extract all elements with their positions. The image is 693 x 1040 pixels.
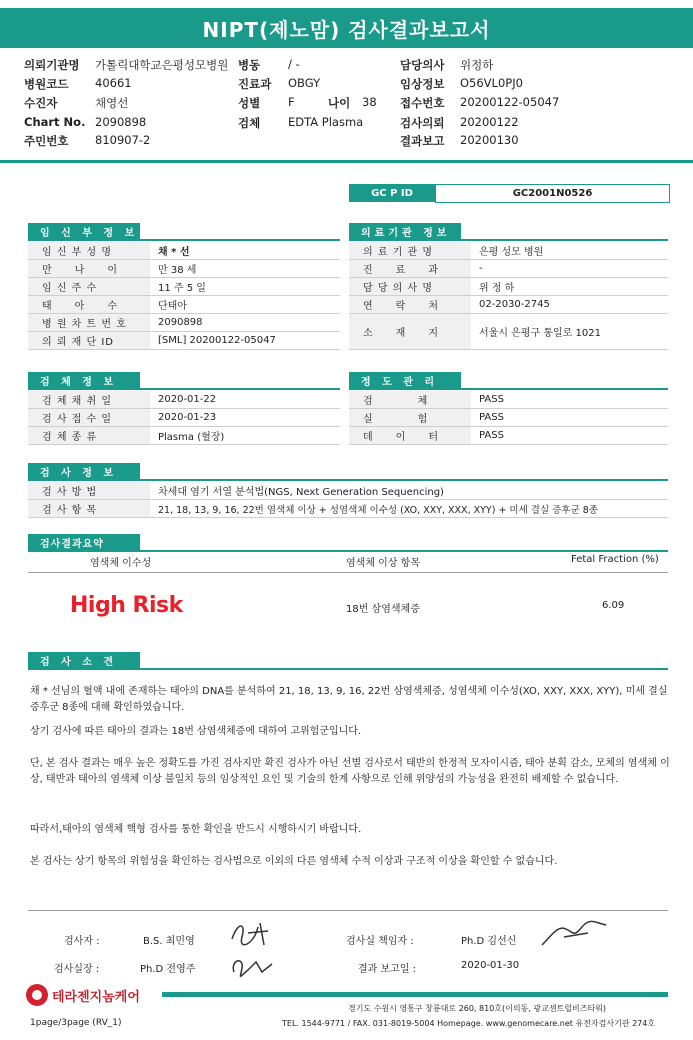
row-key: 검 사 항 목 [28,500,150,518]
test-table [28,482,668,518]
table-row [28,391,340,409]
signature-divider [28,910,668,911]
row-value: 2020-01-23 [150,409,340,427]
hdr-value: 38 [362,95,377,109]
row-value: PASS [471,427,668,445]
hdr-label: 검체 [238,116,261,130]
hdr-label: 검사의뢰 [400,116,445,130]
gcpid-label: GC P ID [349,184,435,202]
table-row [349,260,668,278]
table-row [28,427,340,445]
hdr-label: 진료과 [238,77,272,91]
row-value: [SML] 20200122-05047 [150,332,340,350]
hdr-label: 접수번호 [400,96,445,110]
report-date: 2020-01-30 [461,960,520,971]
hdr-value: 2090898 [95,115,147,129]
tester-name: B.S. 최민영 [143,936,195,947]
hdr-value: / - [288,57,300,71]
row-value: - [471,260,668,278]
table-row [349,391,668,409]
tester-signature [228,915,274,951]
hdr-label: 수진자 [24,96,58,110]
hdr-value: 40661 [95,76,132,90]
director-name: Ph.D 전영주 [140,964,196,975]
row-key: 담 당 의 사 명 [349,278,471,296]
row-key: 임 신 부 성 명 [28,242,150,260]
table-row [349,278,668,296]
logo-text: 테라젠지놈케어 [52,989,140,1005]
institution-table [349,242,668,350]
qc-section-title: 정 도 관 리 [349,372,461,389]
row-value: 서울시 은평구 통일로 1021 [471,314,668,350]
hdr-value: 20200122-05047 [460,95,560,109]
hdr-label: 병동 [238,58,261,72]
footer-bar [162,992,668,997]
row-value: 단태아 [150,296,340,314]
finding-paragraph-2: 상기 검사에 따른 태아의 결과는 18번 삼염색체증에 대하여 고위험군입니다. [30,726,362,737]
summary-col-aneuploidy: 염색체 이수성 [90,558,152,569]
table-row [349,296,668,314]
row-key: 진 료 과 [349,260,471,278]
table-row [349,427,668,445]
summary-section-title: 검사결과요약 [28,534,140,551]
fetal-fraction-value: 6.09 [602,600,625,611]
row-key: 병 원 차 트 번 호 [28,314,150,332]
finding-paragraph-3: 단, 본 검사 결과는 매우 높은 정확도를 가진 검사지만 확진 검사가 아닌 선별 검사로서 태반의 한정적 모자이시즘, 태아 분획 감소, 모체의 염색체 이상, 태반과 태아의 염색체 이상 불일치 등의 임상적인 요인 및 기술의 한계 사항으로 인해 위양성의 가능성을 완전히 배제할 수 없습니다. [30,758,670,785]
director-signature [228,950,278,980]
table-row [28,296,340,314]
row-key: 만 나 이 [28,260,150,278]
hdr-value: 810907-2 [95,133,151,147]
pregnant-table [28,242,340,350]
report-title: NIPT(제노맘) 검사결과보고서 [202,17,491,42]
row-key: 임 신 주 수 [28,278,150,296]
hdr-value: 가톨릭대학교은평성모병원 [95,58,229,72]
finding-paragraph-5: 본 검사는 상기 항목의 위험성을 확인하는 검사법으로 이외의 다른 염색체 수적 이상과 구조적 이상을 확인할 수 없습니다. [30,856,558,867]
row-value: 21, 18, 13, 9, 16, 22번 염색체 이상 + 성염색체 이수성 (XO, XXY, XXX, XYY) + 미세 결실 증후군 8종 [150,500,668,518]
finding-paragraph-4: 따라서,태아의 염색체 핵형 검사를 통한 확인을 반드시 시행하시기 바랍니다. [30,824,362,835]
table-row [28,242,340,260]
page-number: 1page/3page (RV_1) [30,1018,122,1028]
section-divider [349,239,668,241]
summary-header-divider [28,572,668,573]
section-divider [28,668,668,670]
qc-table [349,391,668,445]
table-row [349,242,668,260]
row-key: 검 체 종 류 [28,427,150,445]
hdr-value: 20200130 [460,133,519,147]
table-row [28,500,668,518]
table-row [28,260,340,278]
summary-header [28,554,668,570]
row-value: Plasma (혈장) [150,427,340,445]
specimen-table [28,391,340,445]
logo-icon [26,984,48,1006]
findings-section-title: 검 사 소 견 [28,652,140,669]
hdr-label: Chart No. [24,115,86,129]
row-key: 검 사 방 법 [28,482,150,500]
hdr-label: 결과보고 [400,134,445,148]
table-row [28,409,340,427]
row-value: PASS [471,391,668,409]
row-value: 11 주 5 일 [150,278,340,296]
table-row [28,278,340,296]
company-logo [26,984,140,1006]
row-key: 실 험 [349,409,471,427]
summary-col-abnormality: 염색체 이상 항목 [346,558,420,569]
row-key: 검 체 [349,391,471,409]
table-row [28,332,340,350]
hdr-label: 임상정보 [400,77,445,91]
hdr-value: O56VL0PJ0 [460,76,523,90]
table-row [349,409,668,427]
table-row [349,314,668,350]
row-value: 만 38 세 [150,260,340,278]
hdr-label: 나이 [328,96,351,110]
section-divider [28,479,668,481]
row-key: 연 락 처 [349,296,471,314]
hdr-label: 담당의사 [400,58,445,72]
row-value: 02-2030-2745 [471,296,668,314]
hdr-value: EDTA Plasma [288,115,364,129]
hdr-label: 병원코드 [24,77,69,91]
pregnant-section-title: 임 신 부 정 보 [28,223,140,240]
hdr-value: F [288,95,295,109]
row-value: 은평 성모 병원 [471,242,668,260]
specimen-section-title: 검 체 정 보 [28,372,140,389]
finding-paragraph-1: 채 * 선님의 혈액 내에 존재하는 태아의 DNA를 분석하여 21, 18, 13, 9, 16, 22번 삼염색체증, 성염색체 이수성(XO, XXY, XXX, XYY), 미세 결실 증후군 8종에 대해 확인하였습니다. [30,686,668,713]
row-key: 의 료 기 관 명 [349,242,471,260]
row-value: PASS [471,409,668,427]
test-section-title: 검 사 정 보 [28,463,140,480]
hdr-value: 위정하 [460,58,494,72]
gcpid-value: GC2001N0526 [435,184,670,203]
row-key: 의 뢰 재 단 ID [28,332,150,350]
hdr-value: 20200122 [460,115,519,129]
tester-label: 검사자 : [64,936,100,947]
row-value: 차세대 염기 서열 분석법(NGS, Next Generation Sequencing) [150,482,668,500]
footer-address: 경기도 수원시 영통구 창룡대로 260, 810호(이의동, 광교센트럴비즈타워) [348,1004,607,1013]
institution-section-title: 의료기관 정보 [349,223,461,240]
row-value: 위 정 하 [471,278,668,296]
row-value: 채 * 선 [150,242,340,260]
hdr-value: 채영선 [95,96,129,110]
section-divider [349,388,668,390]
table-row [28,314,340,332]
row-value: 2090898 [150,314,340,332]
director-label: 검사실장 : [54,964,100,975]
row-key: 데 이 터 [349,427,471,445]
summary-col-fetal-fraction: Fetal Fraction (%) [571,554,659,565]
table-row [28,482,668,500]
head-signature [538,915,610,951]
head-label: 검사실 책임자 : [346,936,414,947]
section-divider [28,388,340,390]
section-divider [28,239,340,241]
hdr-label: 성별 [238,96,261,110]
hdr-value: OBGY [288,76,321,90]
section-divider [28,550,668,552]
row-key: 검 체 채 취 일 [28,391,150,409]
risk-result: High Risk [70,593,183,618]
header-divider [0,160,693,163]
row-key: 소 재 지 [349,314,471,350]
row-key: 태 아 수 [28,296,150,314]
hdr-label: 주민번호 [24,134,69,148]
hdr-label: 의뢰기관명 [24,58,80,72]
date-label: 결과 보고일 : [358,964,417,975]
abnormality-value: 18번 삼염색체증 [346,604,420,615]
row-value: 2020-01-22 [150,391,340,409]
footer-contact: TEL. 1544-9771 / FAX. 031-8019-5004 Homepage. www.genomecare.net 유전자검사기관 274호 [282,1019,656,1028]
head-name: Ph.D 김선신 [461,936,517,947]
report-title-bar [0,8,693,48]
row-key: 검 사 접 수 일 [28,409,150,427]
